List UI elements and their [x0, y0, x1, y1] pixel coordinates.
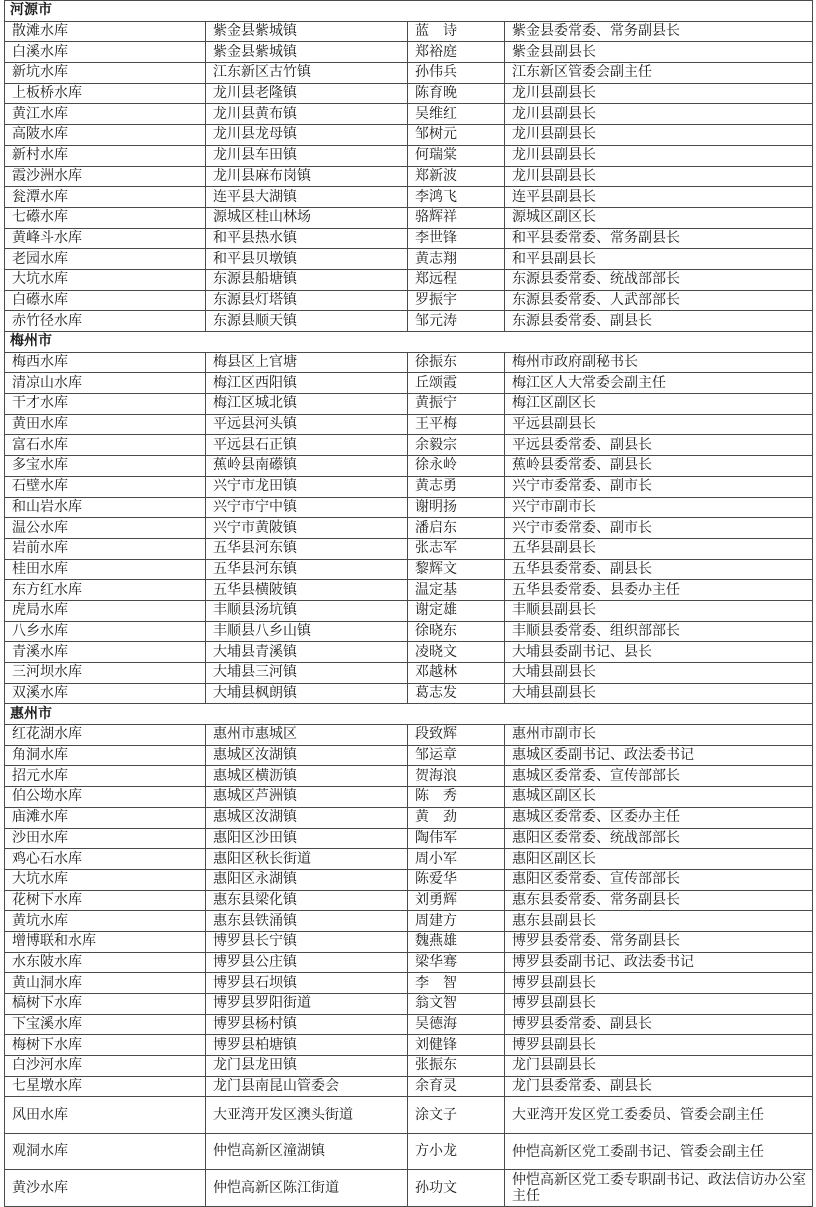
- table-row: [5, 766, 813, 787]
- table-row: [5, 63, 813, 84]
- official-name-cell: 方小龙: [408, 1133, 505, 1170]
- official-name-cell: 陈爱华: [408, 869, 505, 890]
- official-title-cell: 博罗县委副书记、政法委书记: [505, 952, 813, 973]
- official-name-cell: 陶伟军: [408, 828, 505, 849]
- official-name-cell: 邹元涛: [408, 311, 505, 332]
- location-cell: 五华县横陂镇: [206, 580, 408, 601]
- official-title-cell: 龙川县副县长: [505, 145, 813, 166]
- reservoir-name-cell: 白溪水库: [5, 42, 206, 63]
- official-title-cell: 惠城区委常委、宣传部部长: [505, 766, 813, 787]
- official-name-cell: 段致辉: [408, 725, 505, 746]
- official-name-cell: 谢定雄: [408, 600, 505, 621]
- official-name-cell: 蓝 诗: [408, 21, 505, 42]
- table-row: [5, 683, 813, 704]
- table-row: [5, 21, 813, 42]
- official-title-cell: 惠东县委常委、常务副县长: [505, 890, 813, 911]
- location-cell: 源城区桂山林场: [206, 207, 408, 228]
- table-row: [5, 952, 813, 973]
- section-title: 河源市: [5, 1, 813, 22]
- table-row: [5, 1056, 813, 1077]
- table-row: [5, 663, 813, 684]
- location-cell: 仲恺高新区潼湖镇: [206, 1133, 408, 1170]
- official-name-cell: 何瑞棠: [408, 145, 505, 166]
- official-title-cell: 源城区副区长: [505, 207, 813, 228]
- reservoir-name-cell: 东方红水库: [5, 580, 206, 601]
- official-name-cell: 翁文智: [408, 994, 505, 1015]
- official-title-cell: 博罗县副县长: [505, 1035, 813, 1056]
- official-name-cell: 孙功文: [408, 1170, 505, 1207]
- reservoir-name-cell: 增博联和水库: [5, 931, 206, 952]
- official-title-cell: 惠东县副县长: [505, 911, 813, 932]
- reservoir-name-cell: 多宝水库: [5, 456, 206, 477]
- official-name-cell: 罗振宇: [408, 290, 505, 311]
- official-title-cell: 东源县委常委、人武部部长: [505, 290, 813, 311]
- table-row: [5, 600, 813, 621]
- official-name-cell: 邹树元: [408, 125, 505, 146]
- official-name-cell: 郑远程: [408, 269, 505, 290]
- official-name-cell: 贺海浪: [408, 766, 505, 787]
- table-row: [5, 373, 813, 394]
- reservoir-name-cell: 黄沙水库: [5, 1170, 206, 1207]
- section-title: 惠州市: [5, 704, 813, 725]
- reservoir-name-cell: 鸡心石水库: [5, 849, 206, 870]
- official-name-cell: 丘颂霞: [408, 373, 505, 394]
- location-cell: 平远县石正镇: [206, 435, 408, 456]
- reservoir-name-cell: 观洞水库: [5, 1133, 206, 1170]
- official-name-cell: 刘健锋: [408, 1035, 505, 1056]
- location-cell: 连平县大湖镇: [206, 187, 408, 208]
- location-cell: 惠东县铁涌镇: [206, 911, 408, 932]
- location-cell: 兴宁市宁中镇: [206, 497, 408, 518]
- official-title-cell: 仲恺高新区党工委副书记、管委会副主任: [505, 1133, 813, 1170]
- reservoir-name-cell: 花树下水库: [5, 890, 206, 911]
- table-row: [5, 1035, 813, 1056]
- official-name-cell: 徐永岭: [408, 456, 505, 477]
- location-cell: 蕉岭县南礤镇: [206, 456, 408, 477]
- official-name-cell: 涂文子: [408, 1097, 505, 1134]
- official-title-cell: 五华县委常委、副县长: [505, 559, 813, 580]
- official-name-cell: 骆辉祥: [408, 207, 505, 228]
- table-row: [5, 642, 813, 663]
- official-title-cell: 大亚湾开发区党工委委员、管委会副主任: [505, 1097, 813, 1134]
- location-cell: 惠城区芦洲镇: [206, 787, 408, 808]
- reservoir-name-cell: 水东陂水库: [5, 952, 206, 973]
- table-row: [5, 559, 813, 580]
- reservoir-name-cell: 伯公坳水库: [5, 787, 206, 808]
- official-name-cell: 陈育晚: [408, 83, 505, 104]
- location-cell: 博罗县罗阳街道: [206, 994, 408, 1015]
- table-row: [5, 1014, 813, 1035]
- location-cell: 江东新区古竹镇: [206, 63, 408, 84]
- official-name-cell: 黄 劲: [408, 807, 505, 828]
- reservoir-name-cell: 七星墩水库: [5, 1076, 206, 1097]
- table-row: [5, 807, 813, 828]
- official-name-cell: 郑裕庭: [408, 42, 505, 63]
- location-cell: 龙川县龙母镇: [206, 125, 408, 146]
- official-name-cell: 魏燕雄: [408, 931, 505, 952]
- reservoir-name-cell: 大坑水库: [5, 869, 206, 890]
- table-row: [5, 414, 813, 435]
- table-row: [5, 869, 813, 890]
- location-cell: 梅江区西阳镇: [206, 373, 408, 394]
- official-name-cell: 黄志勇: [408, 476, 505, 497]
- official-title-cell: 连平县副县长: [505, 187, 813, 208]
- table-row: [5, 352, 813, 373]
- location-cell: 龙门县南昆山管委会: [206, 1076, 408, 1097]
- table-row: [5, 83, 813, 104]
- table-row: [5, 125, 813, 146]
- location-cell: 龙川县麻布岗镇: [206, 166, 408, 187]
- official-title-cell: 东源县委常委、统战部部长: [505, 269, 813, 290]
- table-row: [5, 290, 813, 311]
- official-title-cell: 江东新区管委会副主任: [505, 63, 813, 84]
- table-row: [5, 745, 813, 766]
- table-row: [5, 787, 813, 808]
- official-name-cell: 徐晓东: [408, 621, 505, 642]
- official-title-cell: 龙川县副县长: [505, 83, 813, 104]
- reservoir-name-cell: 槁树下水库: [5, 994, 206, 1015]
- location-cell: 龙门县龙田镇: [206, 1056, 408, 1077]
- location-cell: 丰顺县八乡山镇: [206, 621, 408, 642]
- reservoir-name-cell: 石壁水库: [5, 476, 206, 497]
- table-row: [5, 228, 813, 249]
- official-title-cell: 五华县副县长: [505, 538, 813, 559]
- reservoir-name-cell: 桂田水库: [5, 559, 206, 580]
- official-title-cell: 惠阳区委常委、统战部部长: [505, 828, 813, 849]
- section-header-row: [5, 332, 813, 353]
- table-row: [5, 1076, 813, 1097]
- reservoir-name-cell: 青溪水库: [5, 642, 206, 663]
- section-header-row: [5, 1, 813, 22]
- table-row: [5, 1170, 813, 1207]
- official-name-cell: 陈 秀: [408, 787, 505, 808]
- table-row: [5, 580, 813, 601]
- official-title-cell: 紫金县委常委、常务副县长: [505, 21, 813, 42]
- official-title-cell: 兴宁市副市长: [505, 497, 813, 518]
- location-cell: 梅县区上官塘: [206, 352, 408, 373]
- reservoir-name-cell: 八乡水库: [5, 621, 206, 642]
- official-name-cell: 邹运章: [408, 745, 505, 766]
- reservoir-name-cell: 新村水库: [5, 145, 206, 166]
- reservoir-name-cell: 黄山洞水库: [5, 973, 206, 994]
- table-row: [5, 911, 813, 932]
- reservoir-name-cell: 黄峰斗水库: [5, 228, 206, 249]
- reservoir-name-cell: 庙滩水库: [5, 807, 206, 828]
- reservoir-name-cell: 上板桥水库: [5, 83, 206, 104]
- location-cell: 博罗县杨村镇: [206, 1014, 408, 1035]
- location-cell: 惠城区横沥镇: [206, 766, 408, 787]
- official-title-cell: 博罗县副县长: [505, 994, 813, 1015]
- official-name-cell: 李鸿飞: [408, 187, 505, 208]
- reservoir-name-cell: 富石水库: [5, 435, 206, 456]
- location-cell: 龙川县车田镇: [206, 145, 408, 166]
- official-title-cell: 丰顺县委常委、组织部部长: [505, 621, 813, 642]
- table-row: [5, 497, 813, 518]
- location-cell: 兴宁市黄陂镇: [206, 518, 408, 539]
- official-title-cell: 兴宁市委常委、副市长: [505, 518, 813, 539]
- table-row: [5, 435, 813, 456]
- reservoir-name-cell: 岩前水库: [5, 538, 206, 559]
- table-row: [5, 518, 813, 539]
- table-row: [5, 104, 813, 125]
- table-row: [5, 207, 813, 228]
- location-cell: 丰顺县汤坑镇: [206, 600, 408, 621]
- location-cell: 紫金县紫城镇: [206, 42, 408, 63]
- reservoir-name-cell: 清凉山水库: [5, 373, 206, 394]
- official-title-cell: 东源县委常委、副县长: [505, 311, 813, 332]
- reservoir-name-cell: 老园水库: [5, 249, 206, 270]
- table-row: [5, 249, 813, 270]
- official-name-cell: 吴德海: [408, 1014, 505, 1035]
- location-cell: 五华县河东镇: [206, 559, 408, 580]
- table-row: [5, 269, 813, 290]
- official-title-cell: 龙川县副县长: [505, 125, 813, 146]
- official-name-cell: 黄振宁: [408, 394, 505, 415]
- location-cell: 博罗县公庄镇: [206, 952, 408, 973]
- reservoir-name-cell: 双溪水库: [5, 683, 206, 704]
- official-name-cell: 王平梅: [408, 414, 505, 435]
- table-row: [5, 890, 813, 911]
- table-body: [5, 1, 813, 1207]
- location-cell: 惠城区汝湖镇: [206, 745, 408, 766]
- official-title-cell: 惠城区副区长: [505, 787, 813, 808]
- reservoir-name-cell: 和山岩水库: [5, 497, 206, 518]
- table-row: [5, 187, 813, 208]
- reservoir-name-cell: 大坑水库: [5, 269, 206, 290]
- location-cell: 大埔县枫朗镇: [206, 683, 408, 704]
- location-cell: 五华县河东镇: [206, 538, 408, 559]
- reservoir-name-cell: 沙田水库: [5, 828, 206, 849]
- official-title-cell: 博罗县副县长: [505, 973, 813, 994]
- location-cell: 博罗县长宁镇: [206, 931, 408, 952]
- reservoir-name-cell: 白沙河水库: [5, 1056, 206, 1077]
- official-name-cell: 梁华骞: [408, 952, 505, 973]
- location-cell: 梅江区城北镇: [206, 394, 408, 415]
- location-cell: 惠阳区沙田镇: [206, 828, 408, 849]
- table-row: [5, 394, 813, 415]
- official-title-cell: 梅州市政府副秘书长: [505, 352, 813, 373]
- location-cell: 仲恺高新区陈江街道: [206, 1170, 408, 1207]
- reservoir-name-cell: 赤竹径水库: [5, 311, 206, 332]
- official-title-cell: 平远县副县长: [505, 414, 813, 435]
- table-row: [5, 621, 813, 642]
- table-row: [5, 311, 813, 332]
- location-cell: 紫金县紫城镇: [206, 21, 408, 42]
- reservoir-name-cell: 散滩水库: [5, 21, 206, 42]
- official-title-cell: 大埔县副县长: [505, 663, 813, 684]
- official-name-cell: 徐振东: [408, 352, 505, 373]
- official-title-cell: 大埔县副县长: [505, 683, 813, 704]
- table-row: [5, 538, 813, 559]
- reservoir-name-cell: 温公水库: [5, 518, 206, 539]
- table-row: [5, 931, 813, 952]
- location-cell: 和平县热水镇: [206, 228, 408, 249]
- official-title-cell: 平远县委常委、副县长: [505, 435, 813, 456]
- location-cell: 平远县河头镇: [206, 414, 408, 435]
- table-row: [5, 1133, 813, 1170]
- location-cell: 大埔县青溪镇: [206, 642, 408, 663]
- table-row: [5, 994, 813, 1015]
- table-row: [5, 725, 813, 746]
- reservoir-name-cell: 霞沙洲水库: [5, 166, 206, 187]
- table-row: [5, 145, 813, 166]
- location-cell: 东源县灯塔镇: [206, 290, 408, 311]
- official-name-cell: 周小军: [408, 849, 505, 870]
- reservoir-name-cell: 招元水库: [5, 766, 206, 787]
- reservoir-name-cell: 虎局水库: [5, 600, 206, 621]
- location-cell: 大埔县三河镇: [206, 663, 408, 684]
- official-name-cell: 余毅宗: [408, 435, 505, 456]
- table-row: [5, 456, 813, 477]
- official-title-cell: 紫金县副县长: [505, 42, 813, 63]
- official-title-cell: 惠阳区委常委、宣传部部长: [505, 869, 813, 890]
- official-title-cell: 和平县委常委、常务副县长: [505, 228, 813, 249]
- location-cell: 惠阳区永湖镇: [206, 869, 408, 890]
- reservoir-name-cell: 黄田水库: [5, 414, 206, 435]
- reservoir-name-cell: 黄江水库: [5, 104, 206, 125]
- section-title: 梅州市: [5, 332, 813, 353]
- official-name-cell: 李世锋: [408, 228, 505, 249]
- official-name-cell: 潘启东: [408, 518, 505, 539]
- official-name-cell: 周建方: [408, 911, 505, 932]
- table-row: [5, 973, 813, 994]
- official-name-cell: 余育灵: [408, 1076, 505, 1097]
- reservoir-name-cell: 角洞水库: [5, 745, 206, 766]
- official-name-cell: 邓越林: [408, 663, 505, 684]
- location-cell: 惠州市惠城区: [206, 725, 408, 746]
- reservoir-name-cell: 黄坑水库: [5, 911, 206, 932]
- location-cell: 惠城区汝湖镇: [206, 807, 408, 828]
- reservoir-name-cell: 红花湖水库: [5, 725, 206, 746]
- location-cell: 惠阳区秋长街道: [206, 849, 408, 870]
- location-cell: 大亚湾开发区澳头街道: [206, 1097, 408, 1134]
- official-name-cell: 李 智: [408, 973, 505, 994]
- reservoir-name-cell: 白礤水库: [5, 290, 206, 311]
- official-title-cell: 兴宁市委常委、副市长: [505, 476, 813, 497]
- official-title-cell: 惠城区委常委、区委办主任: [505, 807, 813, 828]
- official-title-cell: 惠州市副市长: [505, 725, 813, 746]
- official-name-cell: 黎辉文: [408, 559, 505, 580]
- location-cell: 龙川县黄布镇: [206, 104, 408, 125]
- official-title-cell: 博罗县委常委、副县长: [505, 1014, 813, 1035]
- official-title-cell: 五华县委常委、县委办主任: [505, 580, 813, 601]
- reservoir-name-cell: 七礤水库: [5, 207, 206, 228]
- location-cell: 博罗县石坝镇: [206, 973, 408, 994]
- reservoir-name-cell: 梅树下水库: [5, 1035, 206, 1056]
- reservoir-name-cell: 下宝溪水库: [5, 1014, 206, 1035]
- reservoir-name-cell: 高陂水库: [5, 125, 206, 146]
- reservoir-name-cell: 干才水库: [5, 394, 206, 415]
- official-name-cell: 黄志翔: [408, 249, 505, 270]
- official-name-cell: 谢明扬: [408, 497, 505, 518]
- location-cell: 和平县贝墩镇: [206, 249, 408, 270]
- official-name-cell: 刘勇辉: [408, 890, 505, 911]
- location-cell: 龙川县老隆镇: [206, 83, 408, 104]
- official-name-cell: 张志军: [408, 538, 505, 559]
- official-title-cell: 蕉岭县委常委、副县长: [505, 456, 813, 477]
- reservoir-responsibility-table: [4, 0, 813, 1207]
- official-title-cell: 梅江区副区长: [505, 394, 813, 415]
- table-row: [5, 166, 813, 187]
- official-title-cell: 大埔县委副书记、县长: [505, 642, 813, 663]
- reservoir-table-container: [4, 0, 812, 1207]
- official-title-cell: 惠阳区副区长: [505, 849, 813, 870]
- official-title-cell: 龙川县副县长: [505, 104, 813, 125]
- official-title-cell: 丰顺县副县长: [505, 600, 813, 621]
- reservoir-name-cell: 风田水库: [5, 1097, 206, 1134]
- location-cell: 博罗县柏塘镇: [206, 1035, 408, 1056]
- official-name-cell: 温定基: [408, 580, 505, 601]
- official-title-cell: 龙川县副县长: [505, 166, 813, 187]
- official-name-cell: 孙伟兵: [408, 63, 505, 84]
- table-row: [5, 1097, 813, 1134]
- reservoir-name-cell: 新坑水库: [5, 63, 206, 84]
- reservoir-name-cell: 梅西水库: [5, 352, 206, 373]
- reservoir-name-cell: 三河坝水库: [5, 663, 206, 684]
- table-row: [5, 828, 813, 849]
- official-title-cell: 和平县副县长: [505, 249, 813, 270]
- official-name-cell: 郑新波: [408, 166, 505, 187]
- table-row: [5, 476, 813, 497]
- table-row: [5, 849, 813, 870]
- official-title-cell: 惠城区委副书记、政法委书记: [505, 745, 813, 766]
- official-name-cell: 张振东: [408, 1056, 505, 1077]
- official-title-cell: 仲恺高新区党工委专职副书记、政法信访办公室主任: [505, 1170, 813, 1207]
- table-row: [5, 42, 813, 63]
- official-title-cell: 龙门县委常委、副县长: [505, 1076, 813, 1097]
- official-title-cell: 龙门县副县长: [505, 1056, 813, 1077]
- location-cell: 东源县顺天镇: [206, 311, 408, 332]
- official-name-cell: 葛志发: [408, 683, 505, 704]
- official-name-cell: 吴维红: [408, 104, 505, 125]
- location-cell: 惠东县梁化镇: [206, 890, 408, 911]
- location-cell: 兴宁市龙田镇: [206, 476, 408, 497]
- official-title-cell: 梅江区人大常委会副主任: [505, 373, 813, 394]
- location-cell: 东源县船塘镇: [206, 269, 408, 290]
- official-title-cell: 博罗县委常委、常务副县长: [505, 931, 813, 952]
- reservoir-name-cell: 瓮潭水库: [5, 187, 206, 208]
- section-header-row: [5, 704, 813, 725]
- official-name-cell: 凌晓文: [408, 642, 505, 663]
